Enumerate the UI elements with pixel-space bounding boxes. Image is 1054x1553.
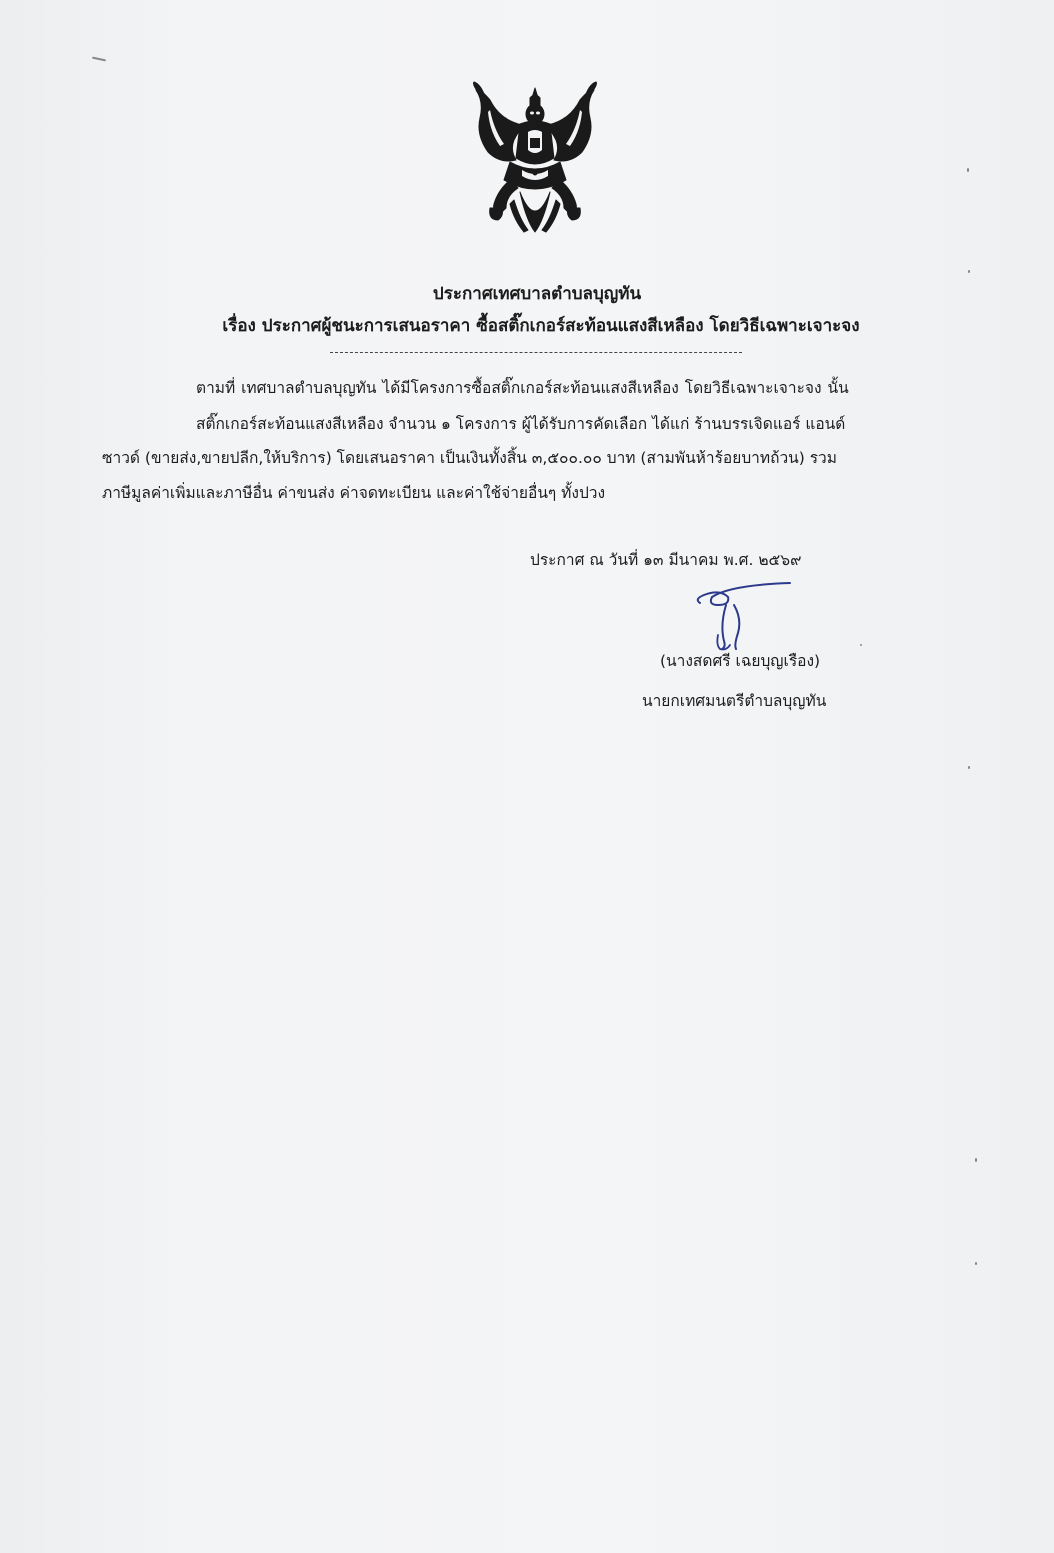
title-divider — [330, 352, 742, 353]
signatory-position: นายกเทศมนตรีตำบลบุญทัน — [642, 692, 827, 710]
body-line-2: สติ๊กเกอร์สะท้อนแสงสีเหลือง จำนวน ๑ โครงการ ผู้ได้รับการคัดเลือก ได้แก่ ร้านบรรเจิดแอร์ แอนด์ — [196, 415, 846, 433]
scan-speck — [968, 270, 970, 273]
announcement-date: ประกาศ ณ วันที่ ๑๓ มีนาคม พ.ศ. ๒๕๖๙ — [530, 551, 802, 569]
body-line-4: ภาษีมูลค่าเพิ่มและภาษีอื่น ค่าขนส่ง ค่าจดทะเบียน และค่าใช้จ่ายอื่นๆ ทั้งปวง — [102, 484, 606, 502]
scan-speck — [967, 168, 969, 172]
body-line-3: ซาวด์ (ขายส่ง,ขายปลีก,ให้บริการ) โดยเสนอราคา เป็นเงินทั้งสิ้น ๓,๕๐๐.๐๐ บาท (สามพันห้าร้อยบาทถ้วน) รวม — [102, 449, 837, 467]
scan-speck — [975, 1158, 977, 1162]
scan-speck — [968, 766, 970, 769]
garuda-emblem-icon — [470, 80, 600, 245]
scan-speck — [975, 1262, 977, 1265]
body-line-1: ตามที่ เทศบาลตำบลบุญทัน ได้มีโครงการซื้อสติ๊กเกอร์สะท้อนแสงสีเหลือง โดยวิธีเฉพาะเจาะจง นั้น — [196, 379, 849, 397]
announcement-subject: เรื่อง ประกาศผู้ชนะการเสนอราคา ซื้อสติ๊กเกอร์สะท้อนแสงสีเหลือง โดยวิธีเฉพาะเจาะจง — [222, 316, 860, 336]
handwritten-signature-icon — [690, 575, 800, 655]
scan-speck — [860, 644, 862, 646]
announcement-title: ประกาศเทศบาลตำบลบุญทัน — [432, 284, 642, 304]
signatory-name: (นางสดศรี เฉยบุญเรือง) — [660, 652, 821, 670]
scan-speck — [92, 57, 106, 62]
